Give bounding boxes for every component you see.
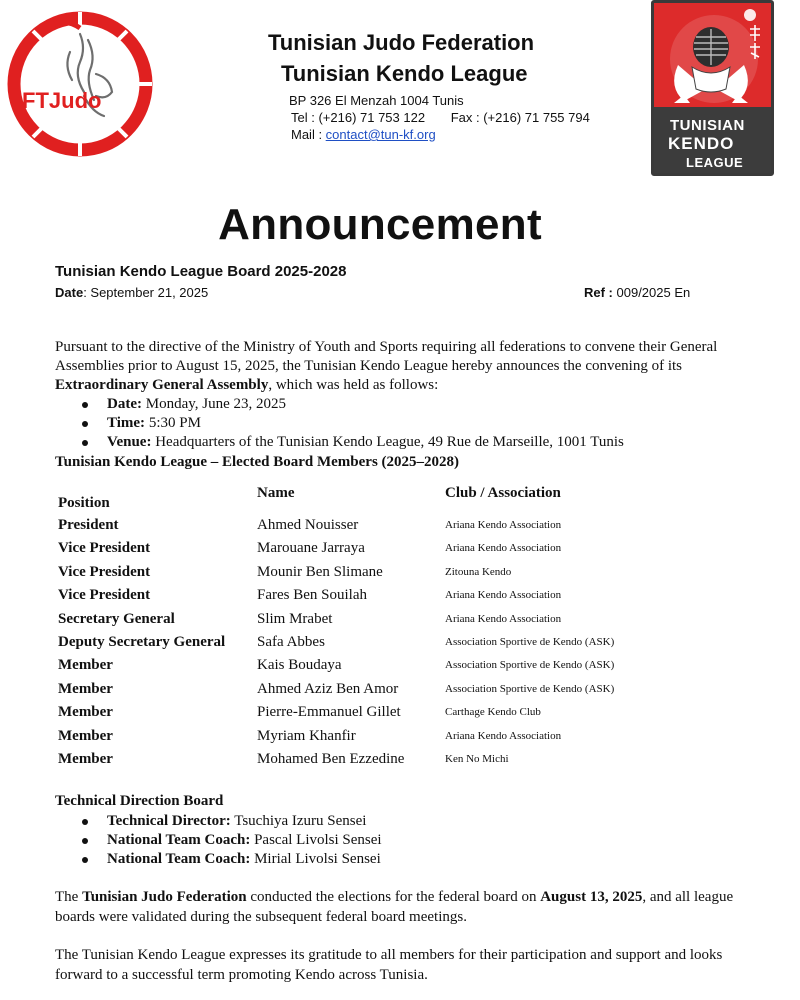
board-table <box>0 517 760 774</box>
list-item-date: Date: Monday, June 23, 2025 <box>55 395 624 414</box>
contact-mail <box>291 127 436 142</box>
contact-phones <box>291 110 590 125</box>
kendo-logo-line-3: LEAGUE <box>686 155 744 170</box>
date-value: : September 21, 2025 <box>83 285 209 300</box>
page-title: Announcement <box>218 200 542 249</box>
table-row: Vice President Marouane Jarraya Ariana Kendo Association <box>58 540 562 557</box>
list-item: National Team Coach: Pascal Livolsi Sensei <box>55 831 382 850</box>
table-row: Member Pierre-Emmanuel Gillet Carthage Kendo Club <box>58 704 541 721</box>
table-row: President Ahmed Nouisser Ariana Kendo Association <box>58 517 562 533</box>
ref-value: 009/2025 En <box>612 285 691 300</box>
closing-paragraph-elections: The Tunisian Judo Federation conducted the elections for the federal board on August 13, 2025, and all league boards were validated during the subsequent federal board meetings. <box>55 889 734 925</box>
list-item-time: Time: 5:30 PM <box>55 414 624 433</box>
list-item: Technical Director: Tsuchiya Izuru Sensei <box>55 812 382 831</box>
table-row: Member Myriam Khanfir Ariana Kendo Association <box>58 727 562 744</box>
table-row: Vice President Fares Ben Souilah Ariana Kendo Association <box>58 587 562 604</box>
intro-paragraph: Pursuant to the directive of the Ministry of Youth and Sports requiring all federations to convene their General Assemblies prior to August 15, 2025, the Tunisian Kendo League hereby announces the convening of its Extraordinary General Assembly, which was held as follows: <box>55 339 718 393</box>
column-header-name: Name <box>257 485 295 501</box>
table-row: Deputy Secretary General Safa Abbes Association Sportive de Kendo (ASK) <box>58 633 615 650</box>
table-row: Member Mohamed Ben Ezzedine Ken No Michi <box>58 750 509 767</box>
column-header-position: Position <box>58 495 110 511</box>
board-section-heading: Tunisian Kendo League – Elected Board Members (2025–2028) <box>55 454 460 470</box>
closing-paragraph-gratitude: The Tunisian Kendo League expresses its gratitude to all members for their participation and support and looks forward to a successful term promoting Kendo across Tunisia. <box>55 947 723 983</box>
column-header-club: Club / Association <box>445 485 561 501</box>
kendo-logo-line-1: TUNISIAN <box>670 117 745 134</box>
table-row: Vice President Mounir Ben Slimane Zitouna Kendo <box>58 563 512 580</box>
mail-link[interactable]: contact@tun-kf.org <box>325 127 436 142</box>
list-item-venue: Venue: Headquarters of the Tunisian Kendo League, 49 Rue de Marseille, 1001 Tunis <box>55 433 624 452</box>
kendo-logo-line-2: KENDO <box>668 134 735 153</box>
ref-label: Ref : <box>584 285 613 300</box>
telephone: Tel : (+216) 71 753 122 <box>291 110 426 125</box>
technical-board-heading: Technical Direction Board <box>55 793 224 809</box>
technical-board-list <box>55 812 382 869</box>
postal-address: BP 326 El Menzah 1004 Tunis <box>289 93 464 108</box>
mail-label: Mail : <box>291 127 326 142</box>
table-row: Member Ahmed Aziz Ben Amor Association Sportive de Kendo (ASK) <box>58 680 615 697</box>
ftjudo-logo-text: FTJudo <box>22 88 102 113</box>
league-name: Tunisian Kendo League <box>281 61 528 86</box>
fax: Fax : (+216) 71 755 794 <box>450 110 590 125</box>
document-subtitle: Tunisian Kendo League Board 2025-2028 <box>55 263 347 280</box>
federation-name: Tunisian Judo Federation <box>268 30 535 55</box>
kendo-mask-icon <box>654 3 771 107</box>
table-row: Secretary General Slim Mrabet Ariana Kendo Association <box>58 610 562 627</box>
meeting-details-list <box>55 395 624 452</box>
document-reference <box>584 285 690 300</box>
kendo-league-logo <box>651 0 774 176</box>
date-label: Date <box>55 285 84 300</box>
table-row: Member Kais Boudaya Association Sportive de Kendo (ASK) <box>58 657 615 674</box>
document-date <box>55 285 208 300</box>
ftjudo-logo <box>0 4 160 164</box>
list-item: National Team Coach: Mirial Livolsi Sensei <box>55 850 382 869</box>
